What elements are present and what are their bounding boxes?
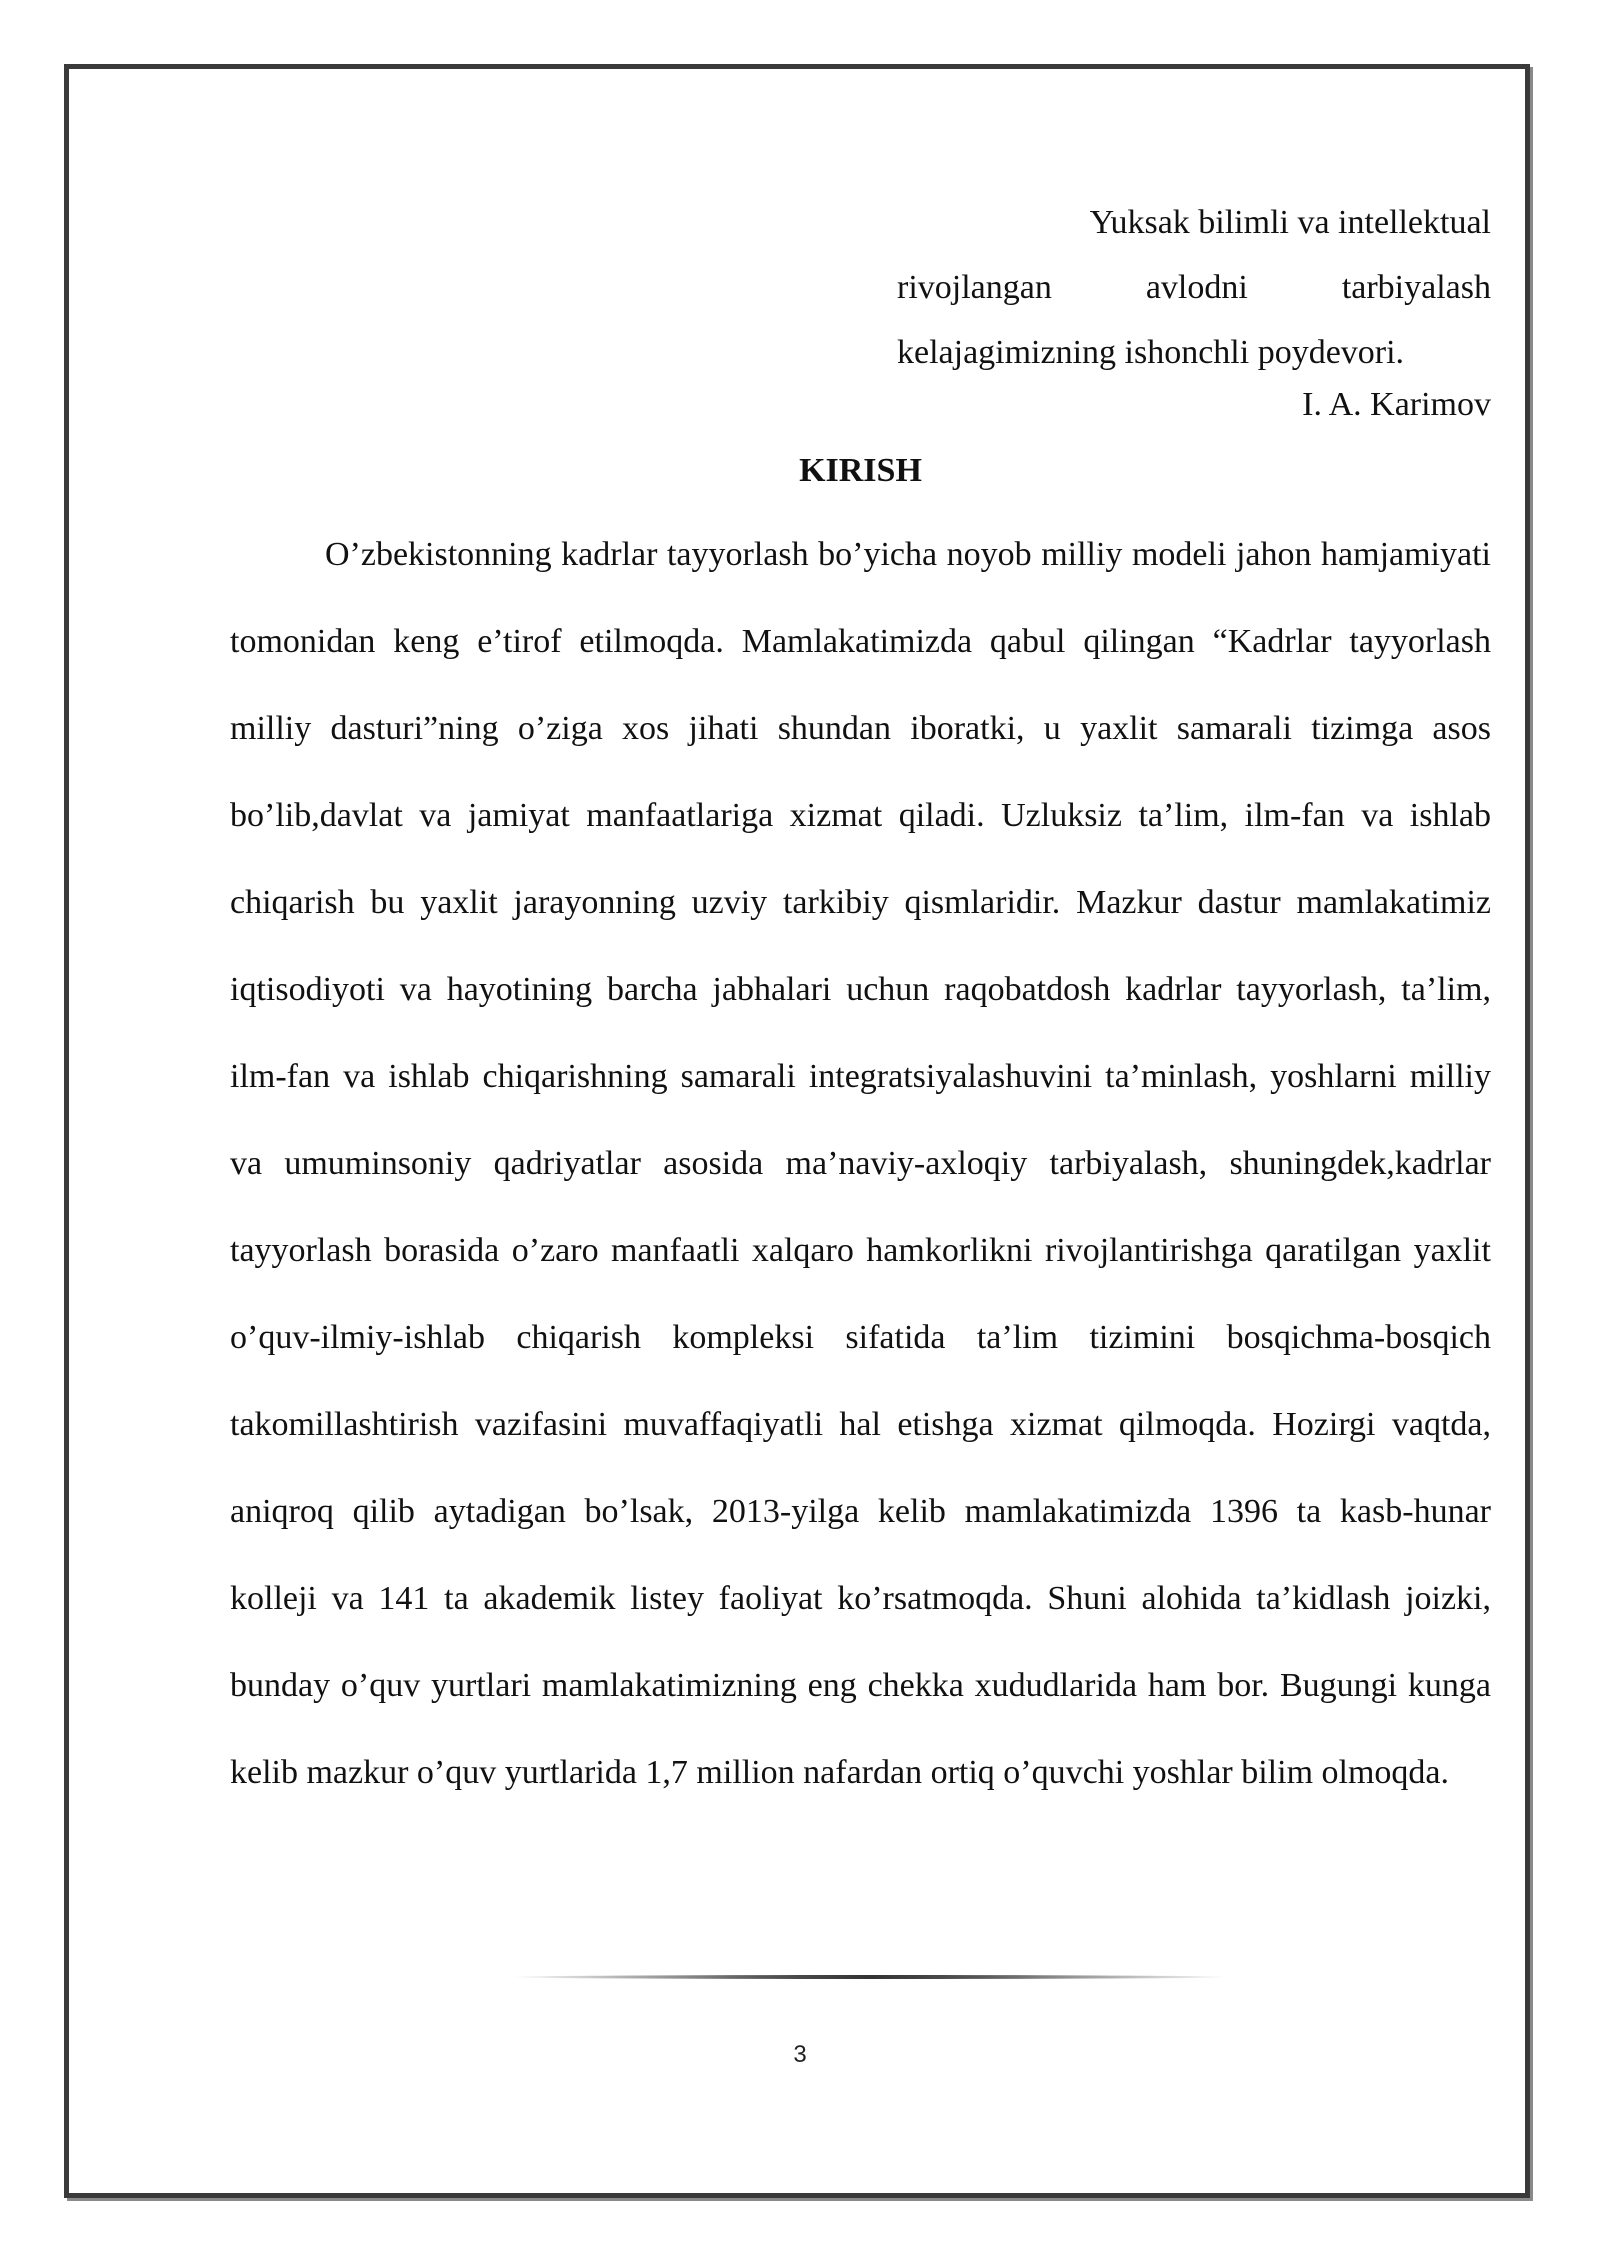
epigraph-line: rivojlangan avlodni tarbiyalash (897, 269, 1491, 306)
section-title: KIRISH (799, 452, 922, 489)
epigraph-line: Yuksak bilimli va intellektual (1089, 204, 1491, 241)
epigraph-line: kelajagimizning ishonchli poydevori. (897, 334, 1405, 371)
epigraph-author: I. A. Karimov (1302, 386, 1491, 423)
page-number: 3 (793, 2041, 807, 2068)
epigraph (897, 190, 1491, 385)
body-paragraph: O’zbekistonning kadrlar tayyorlash bo’yicha noyob milliy modeli jahon hamjamiyati tomonidan keng e’tirof etilmoqda. Mamlakatimizda qabul qilingan “Kadrlar tayyorlash milliy dasturi”ning o’ziga xos jihati shundan iboratki, u yaxlit samarali tizimga asos bo’lib,davlat va jamiyat manfaatlariga xizmat qiladi. Uzluksiz ta’lim, ilm-fan va ishlab chiqarish bu yaxlit jarayonning uzviy tarkibiy qismlaridir. Mazkur dastur mamlakatimiz iqtisodiyoti va hayotining barcha jabhalari uchun raqobatdosh kadrlar tayyorlash, ta’lim, ilm-fan va ishlab chiqarishning samarali integratsiyalashuvini ta’minlash, yoshlarni milliy va umuminsoniy qadriyatlar asosida ma’naviy-axloqiy tarbiyalash, shuningdek,kadrlar tayyorlash borasida o’zaro manfaatli xalqaro hamkorlikni rivojlantirishga qaratilgan yaxlit o’quv-ilmiy-ishlab chiqarish kompleksi sifatida ta’lim tizimini bosqichma-bosqich takomillashtirish vazifasini muvaffaqiyatli hal etishga xizmat qilmoqda. Hozirgi vaqtda, aniqroq qilib aytadigan bo’lsak, 2013-yilga kelib mamlakatimizda 1396 ta kasb-hunar kolleji va 141 ta akademik listey faoliyat ko’rsatmoqda. Shuni alohida ta’kidlash joizki, bunday o’quv yurtlari mamlakatimizning eng chekka xududlarida ham bor. Bugungi kunga kelib mazkur o’quv yurtlarida 1,7 million nafardan ortiq o’quvchi yoshlar bilim olmoqda. (230, 536, 1491, 1791)
footer-divider (510, 1975, 1230, 1979)
